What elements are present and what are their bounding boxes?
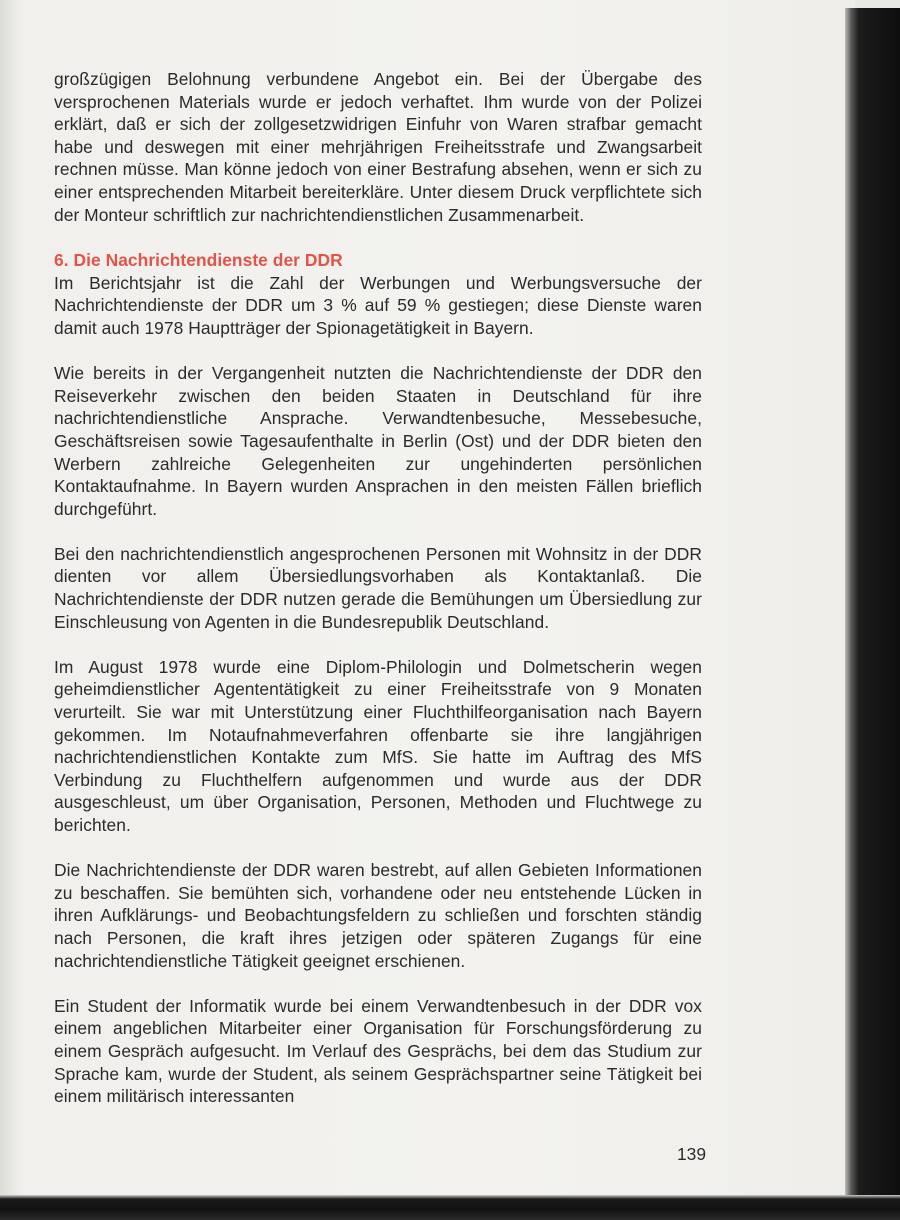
section-title: Die Nachrichtendienste der DDR [73, 250, 343, 271]
section-number: 6. [54, 250, 69, 271]
paragraph: Wie bereits in der Vergangenheit nutzten die Nachrichtendienste der DDR den Reiseverkehr zwischen den beiden Staaten in Deutschland für ihre nachrichtendienstliche Ansprache. Verwandtenbesuche, Messebesuche, Geschäftsreisen sowie Tagesaufenthalte in Berlin (Ost) und der DDR bieten den Werbern zahlreiche Gelegenheiten zur ungehinderten persönlichen Kontaktaufnahme. In Bayern wurden Ansprachen in den meisten Fällen brieflich durchgeführt. [54, 363, 702, 519]
paragraph: Ein Student der Informatik wurde bei einem Verwandtenbesuch in der DDR vox einem angeblichen Mitarbeiter einer Organisation für Forschungsförderung zu einem Gespräch aufgesucht. Im Verlauf des Gesprächs, bei dem das Studium zur Sprache kam, wurde der Student, als seinem Gesprächspartner seine Tätigkeit bei einem militärisch interessanten [54, 995, 702, 1107]
section-heading [54, 249, 702, 272]
book-bottom-edge [0, 1195, 900, 1220]
paragraph: Bei den nachrichtendienstlich angesprochenen Personen mit Wohnsitz in der DDR dienten vor allem Übersiedlungsvorhaben als Kontaktanlaß. Die Nachrichtendienste der DDR nutzen gerade die Bemühungen um Übersiedlung zur Einschleusung von Agenten in die Bundesrepublik Deutschland. [54, 543, 702, 632]
page-number: 139 [676, 1144, 706, 1164]
paragraph: Im August 1978 wurde eine Diplom-Philologin und Dolmetscherin wegen geheimdienstlicher Agententätigkeit zu einer Freiheitsstrafe von 9 Monaten verurteilt. Sie war mit Unterstützung einer Fluchthilfeorganisation nach Bayern gekommen. Im Notaufnahmeverfahren offenbarte sie ihre langjährigen nachrichtendienstlichen Kontakte zum MfS. Sie hatte im Auftrag des MfS Verbindung zu Fluchthelfern aufgenommen und wurde aus der DDR ausgeschleust, um über Organisation, Personen, Methoden und Fluchtwege zu berichten. [54, 656, 702, 835]
paragraph-continuation: großzügigen Belohnung verbundene Angebot ein. Bei der Übergabe des versprochenen Materials wurde er jedoch verhaftet. Ihm wurde von der Polizei erklärt, daß er sich der zollgesetzwidrigen Einfuhr von Waren strafbar gemacht habe und deswegen mit einer mehrjährigen Freiheitsstrafe und Zwangsarbeit rechnen müsse. Man könne jedoch von einer Bestrafung absehen, wenn er sich zu einer entsprechenden Mitarbeit bereiterkläre. Unter diesem Druck verpflichtete sich der Monteur schriftlich zur nachrichtendienstlichen Zusammenarbeit. [54, 69, 702, 225]
page-body [54, 68, 702, 1130]
book-spine-shadow [845, 8, 900, 1208]
paragraph: Die Nachrichtendienste der DDR waren bestrebt, auf allen Gebieten Informationen zu beschaffen. Sie bemühten sich, vorhandene oder neu entstehende Lücken in ihren Aufklärungs- und Beobachtungsfeldern zu schließen und forschten ständig nach Personen, die kraft ihres jetzigen oder späteren Zugangs für eine nachrichtendienstliche Tätigkeit geeignet erschienen. [54, 860, 702, 971]
paragraph: Im Berichtsjahr ist die Zahl der Werbungen und Werbungsversuche der Nachrichtendienste der DDR um 3 % auf 59 % gestiegen; diese Dienste waren damit auch 1978 Hauptträger der Spionagetätigkeit in Bayern. [54, 272, 702, 338]
